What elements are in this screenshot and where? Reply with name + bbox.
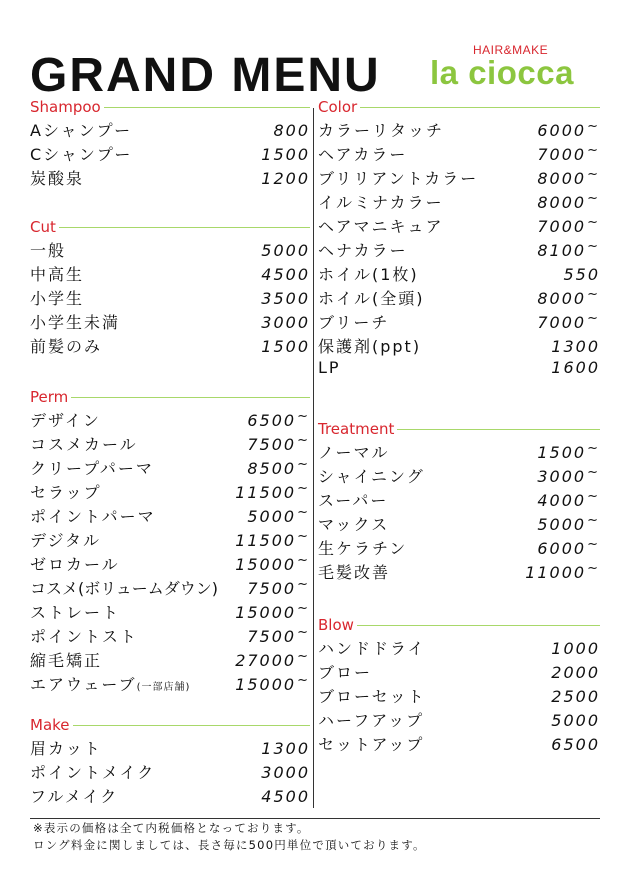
item-name: コスメカール [30,435,138,454]
item-price: 1500 [261,337,310,356]
menu-item [318,636,600,660]
menu-item [30,672,310,696]
menu-item [30,456,310,480]
brand-logo: la ciocca [430,54,574,91]
section-title: Blow [318,616,354,634]
section-title: Perm [30,388,69,406]
item-name: 一般 [30,241,67,260]
item-price: 7500~ [247,577,310,598]
menu-item [318,238,600,262]
item-price: 11500~ [235,481,310,502]
menu-item [30,624,310,648]
item-name: デジタル [30,531,102,550]
item-price: 6500~ [247,409,310,430]
item-name: ポイントスト [30,627,138,646]
menu-item [30,784,310,808]
item-price: 3000 [261,763,310,782]
item-name: Aシャンプー [30,121,133,140]
item-name: ホイル(全頭) [318,289,425,308]
section-divider [397,429,600,430]
item-price: 1300 [551,337,600,356]
item-name: ノーマル [318,443,390,462]
item-name: ハーフアップ [318,711,425,730]
menu-item [30,118,310,142]
menu-item [30,552,310,576]
item-price: 1500 [261,145,310,164]
item-price: 550 [563,265,600,284]
item-name: 生ケラチン [318,539,408,558]
menu-item [30,736,310,760]
item-price: 5000~ [537,513,600,534]
item-name: ヘナカラー [318,241,408,260]
menu-item [30,576,310,600]
item-name: デザイン [30,411,101,430]
item-price: 8100~ [537,239,600,260]
item-name: 小学生未満 [30,313,121,332]
item-price: 15000~ [235,553,310,574]
section-divider [73,725,310,726]
item-name: ゼロカール [30,555,120,574]
item-price: 11000~ [525,561,600,582]
item-price: 8000~ [537,287,600,308]
menu-item [30,310,310,334]
item-price: 7000~ [537,215,600,236]
item-price: 7500~ [247,625,310,646]
item-name: クリープパーマ [30,459,154,478]
item-name: エアウェーブ(一部店舗) [30,675,191,694]
item-price: 11500~ [235,529,310,550]
menu-item [318,440,600,464]
item-name: 小学生 [30,289,85,308]
menu-item [318,732,600,756]
item-name: ハンドドライ [318,639,426,658]
item-price: 4500 [261,265,310,284]
footer-tax-note: ※表示の価格は全て内税価格となっております。 [33,821,310,835]
item-price: 7500~ [247,433,310,454]
item-price: 3500 [261,289,310,308]
item-price: 3000 [261,313,310,332]
section-shampoo [30,96,310,216]
item-name: ブリリアントカラー [318,169,479,188]
item-name: 眉カット [30,739,102,758]
item-name: コスメ(ボリュームダウン) [30,579,219,598]
item-name: スーパー [318,491,389,510]
menu-title: GRAND MENU [30,49,381,102]
section-blow [318,614,600,756]
item-name: シャイニング [318,467,425,486]
menu-item [318,536,600,560]
item-price: 8000~ [537,191,600,212]
menu-item [30,480,310,504]
item-note: (一部店舗) [136,682,191,693]
item-price: 1500~ [537,441,600,462]
section-perm [30,386,310,714]
section-title: Cut [30,218,56,236]
menu-item [318,190,600,214]
section-title: Treatment [318,420,395,438]
item-name: ブローセット [318,687,426,706]
section-treatment [318,418,600,614]
item-price: 6000~ [537,119,600,140]
menu-item [318,488,600,512]
item-name: 中高生 [30,265,85,284]
right-column [318,96,600,756]
menu-item [30,262,310,286]
item-name: カラーリタッチ [318,121,445,140]
menu-item [30,648,310,672]
menu-item [30,432,310,456]
footer-notes [33,820,426,854]
left-column [30,96,310,808]
item-price: 4500 [261,787,310,806]
menu-item [318,512,600,536]
item-price: 5000 [261,241,310,260]
item-name: ホイル(1枚) [318,265,419,284]
item-name: ストレート [30,603,121,622]
column-divider [313,108,314,808]
item-name: セラップ [30,483,102,502]
item-price: 5000 [551,711,600,730]
item-price: 8500~ [247,457,310,478]
item-price: 8000~ [537,167,600,188]
menu-item [318,464,600,488]
section-title: Shampoo [30,98,101,116]
item-price: 1200 [261,169,310,188]
section-divider [104,107,310,108]
section-divider [360,107,600,108]
menu-item [30,286,310,310]
menu-item [318,262,600,286]
item-name: 炭酸泉 [30,169,85,188]
item-name: マックス [318,515,390,534]
item-name: 縮毛矯正 [30,651,103,670]
brand-subtitle: HAIR&MAKE [473,43,549,57]
item-name: イルミナカラー [318,193,444,212]
item-name: ポイントパーマ [30,507,156,526]
item-name: ヘアカラー [318,145,408,164]
section-title: Color [318,98,358,116]
menu-item [30,334,310,358]
item-name: 保護剤(ppt) [318,337,422,356]
menu-item [318,358,600,382]
item-price: 4000~ [537,489,600,510]
menu-item [30,166,310,190]
item-price: 6000~ [537,537,600,558]
menu-item [30,600,310,624]
item-price: 15000~ [235,673,310,694]
item-name: ブリーチ [318,313,390,332]
item-name: 毛髪改善 [318,563,391,582]
section-cut [30,216,310,386]
item-price: 1000 [551,639,600,658]
item-name: 前髪のみ [30,337,103,356]
section-divider [357,625,600,626]
section-make [30,714,310,808]
menu-item [30,142,310,166]
menu-item [318,286,600,310]
menu-item [30,504,310,528]
item-name: ブロー [318,663,373,682]
menu-item [318,560,600,584]
menu-item [318,684,600,708]
item-price: 2500 [551,687,600,706]
item-name: セットアップ [318,735,425,754]
footer-divider [30,818,600,819]
item-price: 2000 [551,663,600,682]
item-price: 5000~ [247,505,310,526]
menu-item [30,760,310,784]
item-name: Cシャンプー [30,145,133,164]
item-price: 7000~ [537,311,600,332]
item-name: ポイントメイク [30,763,156,782]
item-name: フルメイク [30,787,119,806]
item-price: 800 [273,121,310,140]
item-price: 15000~ [235,601,310,622]
section-divider [59,227,310,228]
menu-item [318,660,600,684]
item-price: 6500 [551,735,600,754]
menu-item [318,142,600,166]
item-name: ヘアマニキュア [318,217,444,236]
menu-item [30,238,310,262]
menu-item [318,214,600,238]
item-price: 3000~ [537,465,600,486]
item-name: LP [318,358,341,377]
menu-item [318,166,600,190]
section-divider [71,397,310,398]
menu-item [318,118,600,142]
menu-item [30,408,310,432]
menu-item [30,528,310,552]
section-color [318,96,600,418]
footer-length-note: ロング料金に関しましては、長さ毎に500円単位で頂いております。 [33,838,426,852]
item-price: 1600 [551,358,600,377]
menu-item [318,708,600,732]
menu-item [318,310,600,334]
section-title: Make [30,716,70,734]
item-price: 1300 [261,739,310,758]
item-price: 27000~ [235,649,310,670]
menu-item [318,334,600,358]
item-price: 7000~ [537,143,600,164]
